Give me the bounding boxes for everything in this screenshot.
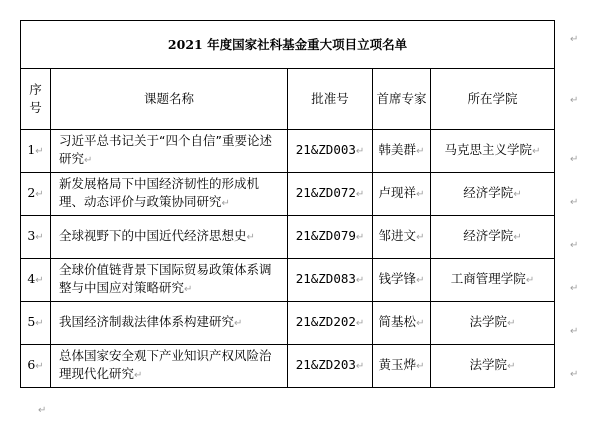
paragraph-mark-icon: ↵ [246,232,255,243]
row-expert [373,345,431,388]
paragraph-mark-icon: ↵ [221,198,230,209]
row-index-value: 5 [27,314,36,329]
paragraph-mark-icon: ↵ [234,318,243,329]
row-index-value: 3 [27,228,36,243]
paragraph-mark-icon: ↵ [507,318,516,329]
row-index [21,345,51,388]
row-expert-text: 黄玉烨 [378,357,417,372]
paragraph-mark-icon: ↵ [84,155,93,166]
row-topic-text: 习近平总书记关于“四个自信”重要论述研究 [59,133,272,166]
row-school-text: 工商管理学院 [450,271,526,286]
paragraph-mark-icon: ↵ [184,284,193,295]
paragraph-mark-icon: ↵ [355,318,365,329]
paragraph-mark-icon: ↵ [570,240,579,251]
table-row [21,259,555,302]
table-row [21,345,555,388]
row-topic-text: 新发展格局下中国经济韧性的形成机理、动态评价与政策协同研究 [59,176,260,209]
row-school [431,173,555,216]
row-approval [288,130,373,173]
row-expert-text: 简基松 [378,314,417,329]
row-approval [288,216,373,259]
row-approval-text: 21&ZD202 [295,314,356,329]
table-row [21,302,555,345]
row-expert-text: 韩美群 [378,142,417,157]
row-approval [288,259,373,302]
row-school [431,259,555,302]
row-expert-text: 钱学锋 [378,271,417,286]
paragraph-mark-icon: ↵ [570,34,579,45]
table-row [21,130,555,173]
header-approval-label: 批准号 [311,91,349,106]
row-topic [51,259,288,302]
row-topic-text: 全球视野下的中国近代经济思想史 [59,228,247,243]
paragraph-mark-icon: ↵ [416,275,425,286]
paragraph-mark-icon: ↵ [355,146,365,157]
paragraph-mark-icon: ↵ [35,146,44,157]
header-school-label: 所在学院 [467,91,518,106]
header-expert [373,69,431,130]
row-index-value: 2 [27,185,36,200]
paragraph-mark-icon: ↵ [355,275,365,286]
row-approval-text: 21&ZD079 [295,228,356,243]
row-approval-text: 21&ZD003 [295,142,356,157]
paragraph-mark-icon: ↵ [416,318,425,329]
header-index [21,69,51,130]
row-index [21,130,51,173]
paragraph-mark-icon: ↵ [570,369,579,380]
row-approval-text: 21&ZD083 [295,271,356,286]
paragraph-mark-icon: ↵ [355,189,365,200]
header-topic-label: 课题名称 [143,91,194,106]
row-topic-text: 总体国家安全观下产业知识产权风险治理现代化研究 [59,348,272,381]
header-expert-label: 首席专家 [376,91,427,106]
paragraph-mark-icon: ↵ [35,275,44,286]
paragraph-mark-icon: ↵ [570,154,579,165]
paragraph-mark-icon: ↵ [416,361,425,372]
paragraph-mark-icon: ↵ [134,370,143,381]
row-school-text: 经济学院 [463,228,514,243]
row-school-text: 法学院 [469,314,508,329]
table-row [21,216,555,259]
row-approval [288,302,373,345]
row-expert [373,302,431,345]
paragraph-mark-icon: ↵ [35,232,44,243]
paragraph-mark-icon: ↵ [513,232,522,243]
row-index [21,302,51,345]
row-expert-text: 卢现祥 [378,185,417,200]
row-topic [51,173,288,216]
paragraph-mark-icon: ↵ [513,189,522,200]
row-approval [288,345,373,388]
row-school-text: 经济学院 [463,185,514,200]
paragraph-mark-icon: ↵ [570,326,579,337]
paragraph-mark-icon: ↵ [416,189,425,200]
row-expert [373,216,431,259]
paragraph-mark-icon: ↵ [570,95,579,106]
row-index-value: 4 [27,271,36,286]
row-school [431,302,555,345]
row-school-text: 马克思主义学院 [444,142,533,157]
paragraph-mark-icon: ↵ [507,361,516,372]
title-row [21,21,555,69]
row-index-value: 6 [27,357,36,372]
header-row [21,69,555,130]
paragraph-mark-icon: ↵ [416,146,425,157]
row-topic-text: 我国经济制裁法律体系构建研究 [59,314,235,329]
header-topic [51,69,288,130]
row-school [431,216,555,259]
row-school [431,345,555,388]
paragraph-mark-icon: ↵ [38,405,47,416]
paragraph-mark-icon: ↵ [570,283,579,294]
paragraph-mark-icon: ↵ [355,232,365,243]
row-expert [373,173,431,216]
row-expert-text: 邹进文 [378,228,417,243]
table-title-cell [21,21,555,69]
project-table [20,20,555,388]
paragraph-mark-icon: ↵ [525,275,535,286]
row-topic-text: 全球价值链背景下国际贸易政策体系调整与中国应对策略研究 [59,262,272,295]
header-school [431,69,555,130]
row-topic [51,216,288,259]
paragraph-mark-icon: ↵ [416,232,425,243]
row-approval-text: 21&ZD072 [295,185,356,200]
row-index-value: 1 [27,142,36,157]
row-index [21,216,51,259]
row-approval [288,173,373,216]
table-title: 2021 年度国家社科基金重大项目立项名单 [167,36,408,52]
row-school [431,130,555,173]
row-school-text: 法学院 [469,357,508,372]
paragraph-mark-icon: ↵ [35,189,44,200]
header-approval [288,69,373,130]
paragraph-mark-icon: ↵ [35,318,44,329]
row-expert [373,130,431,173]
row-index [21,259,51,302]
paragraph-mark-icon: ↵ [35,361,44,372]
paragraph-mark-icon: ↵ [570,197,579,208]
row-expert [373,259,431,302]
row-approval-text: 21&ZD203 [295,357,356,372]
row-topic [51,302,288,345]
row-topic [51,130,288,173]
header-index-label: 序号 [29,82,42,115]
table-row [21,173,555,216]
row-index [21,173,51,216]
paragraph-mark-icon: ↵ [532,146,541,157]
paragraph-mark-icon: ↵ [355,361,365,372]
row-topic [51,345,288,388]
